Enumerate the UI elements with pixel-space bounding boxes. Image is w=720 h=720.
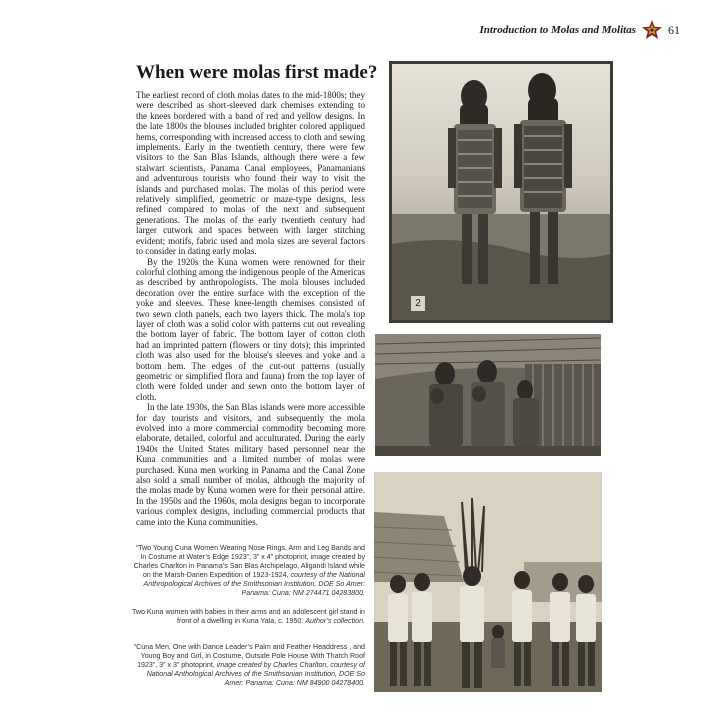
kuna-women-with-babies-photo <box>375 334 601 456</box>
caption-photo-3 <box>130 643 365 688</box>
caption-2-text: Two Kuna women with babies in their arms and an adolescent girl stand in front of a dwelling in Kuna Yala, c. 1950. <box>131 608 365 626</box>
caption-photo-1 <box>130 544 365 599</box>
caption-3-text: “Cuna Men, One with Dance Leader’s Palm and Feather Headdress , and Young Boy and Girl, in Costume, Outside Pole House With Thatch Roof 1923”, 3” x 3” photoprint, <box>133 643 365 670</box>
two-young-cuna-women-photo <box>389 61 613 323</box>
section-heading: When were molas first made? <box>136 62 378 83</box>
running-title: Introduction to Molas and Molitas <box>479 24 636 36</box>
running-header <box>480 20 681 40</box>
caption-photo-2 <box>130 608 365 626</box>
body-text <box>136 90 365 527</box>
cuna-men-with-headdress-photo <box>374 472 602 692</box>
caption-2-credit: Author’s collection. <box>305 617 365 626</box>
caption-1-credit: courtesy of the National Anthropological Archives of the Smithsonian Institution, DOE So Amer: Panama: Cuna: NM 274471 04283800. <box>143 571 365 598</box>
photo-2-image <box>375 334 601 456</box>
paragraph-3: In the late 1930s, the San Blas islands were more accessible for day tourists and visitors, and subsequently the mola evolved into a more commercial commodity becoming more elaborate, detailed, colorful and acculturated. During the early 1940s the United States military based personnel near the Kuna communities and a limited number of molas were purchased. Kuna men working in Panama and the Canal Zone also sold a small number of molas, although the majority of the molas made by Kuna women were for their personal attire. In the 1950s and the 1960s, mola designs began to incorporate various complex designs, including commercial products that came into the Kuna communities. <box>136 402 365 527</box>
photo-1-image <box>392 64 610 320</box>
page-number: 61 <box>668 22 680 37</box>
paragraph-1: The earliest record of cloth molas dates to the mid-1800s; they were described as short-sleeved dark chemises extending to the knees bordered with a band of red and yellow designs. In the late 1800s the blouses included brighter colored appliqued hems, corresponding with increased access to cloth and sewing implements. Early in the twentieth century, there were few visitors to the San Blas Islands, although there were a few stalwart scientists, Panama Canal employees, Panamanians and adventurous tourists who found their way to visit the islands and purchased molas. The molas of this period were relatively simplified, geometric or maze-type designs, less refined compared to molas of the next and subsequent generations. The molas of the early twentieth century had larger cutwork and spaces between with larger stitching evident; motifs, fabric used and mola sizes are several factors to consider in dating early molas. <box>136 90 365 257</box>
mola-star-icon <box>642 20 662 40</box>
photo-number-badge: 2 <box>411 296 425 311</box>
caption-1-text: “Two Young Cuna Women Wearing Nose Rings, Arm and Leg Bands and In Costume at Water’s Edge 1923”, 3” x 4” photoprint, image created by Charles Charlton in Panama’s San Blas Archipelago, Aligandi Island while on the Marsh-Darien Expedition of 1923-1924, <box>133 544 365 580</box>
photo-3-image <box>374 472 602 692</box>
paragraph-2: By the 1920s the Kuna women were renowned for their colorful clothing among the indigenous people of the Americas as described by anthropologists. The mola blouses included decoration over the entire surface with the exception of the yoke and sleeves. These knee-length chemises consisted of two sewn cloth panels, each two layers thick. The mola's top layer of cloth was a solid color with patterns cut out revealing the bottom layer of fabric. The bottom layer of cotton cloth had an imprinted pattern (flowers or tiny dots); this imprinted cloth was also used for the blouse's sleeves and yoke and a bottom hem. The edges of the cut-out patterns (usually geometric or simplified flora and fauna) from the top layer of cloth were folded under and sewn onto the bottom layer of cloth. <box>136 256 365 402</box>
caption-3-credit: image created by Charles Charlton, courtesy of National Anthological Archives of the Smithsonian Institution, DOE So Amer: Panama: Cuna: NM 84900 04278400. <box>146 661 365 688</box>
